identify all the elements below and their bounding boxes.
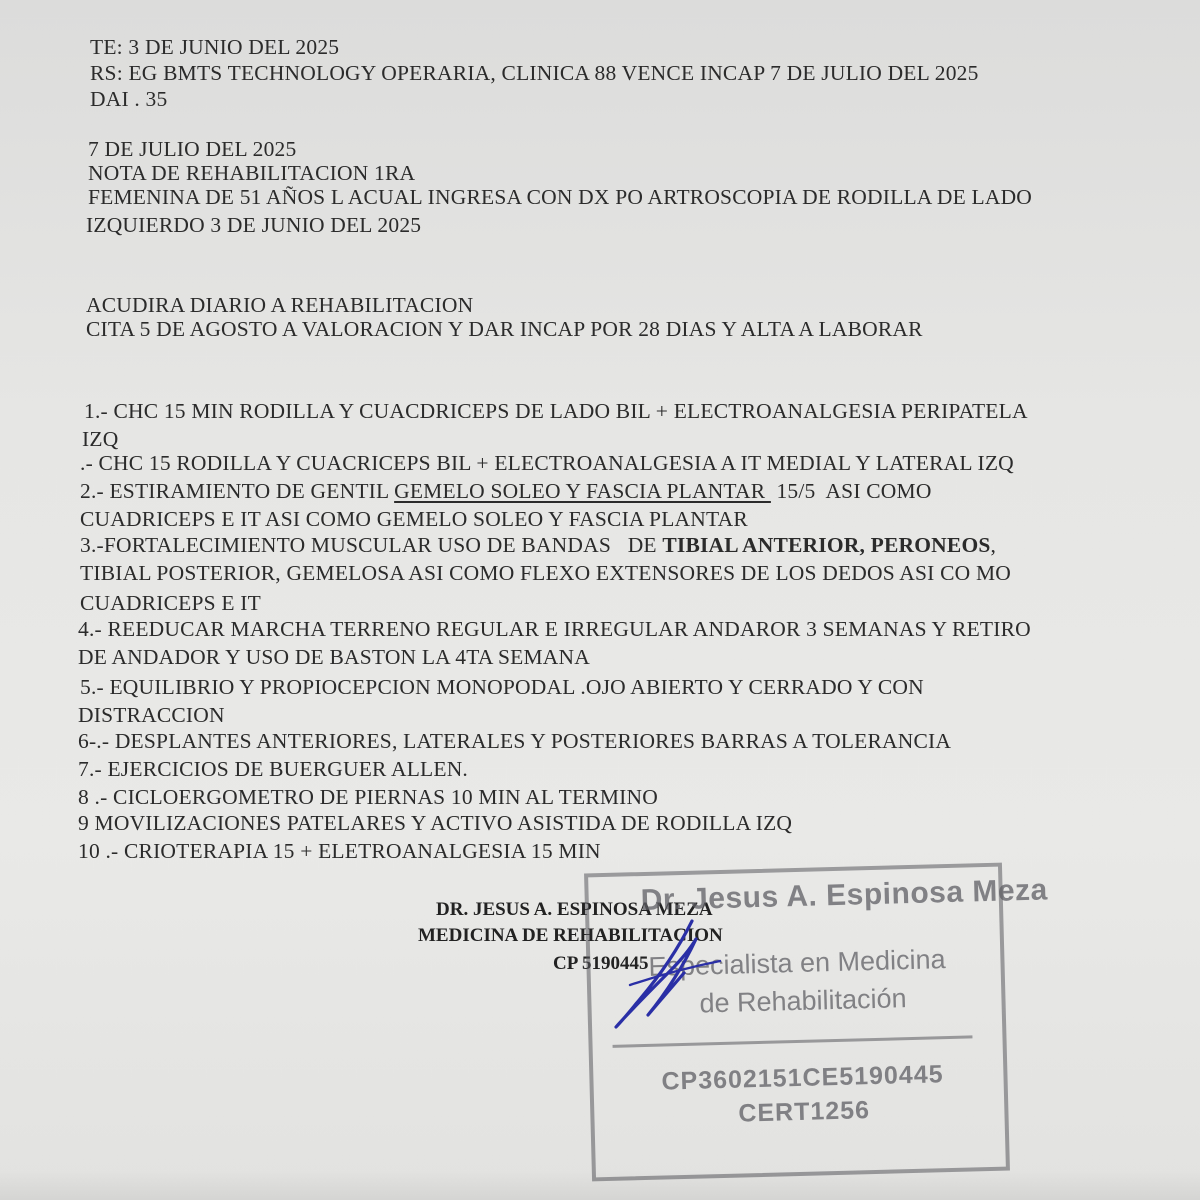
item-8: 8 .- CICLOERGOMETRO DE PIERNAS 10 MIN AL TERMINO	[78, 785, 658, 809]
item-2-text-post: 15/5 ASI COMO	[770, 479, 932, 503]
stamp-specialty-line-2: de Rehabilitación	[699, 983, 907, 1019]
header-te: TE: 3 DE JUNIO DEL 2025	[90, 35, 340, 59]
item-3-text-post: ,	[990, 533, 997, 557]
stamp-code: CP3602151CE5190445	[661, 1060, 944, 1096]
plan-line-2: CITA 5 DE AGOSTO A VALORACION Y DAR INCAP POR 28 DIAS Y ALTA A LABORAR	[86, 317, 923, 341]
item-5-line-a: 5.- EQUILIBRIO Y PROPIOCEPCION MONOPODAL .OJO ABIERTO Y CERRADO Y CON	[80, 675, 924, 699]
item-1-line-b: IZQ	[82, 427, 119, 451]
item-3-text-bold: TIBIAL ANTERIOR, PERONEOS	[662, 533, 991, 557]
item-1-line-c: .- CHC 15 RODILLA Y CUACRICEPS BIL + ELECTROANALGESIA A IT MEDIAL Y LATERAL IZQ	[80, 451, 1014, 475]
item-10: 10 .- CRIOTERAPIA 15 + ELETROANALGESIA 15 MIN	[78, 839, 601, 863]
signer-name: DR. JESUS A. ESPINOSA MEZA	[436, 899, 713, 920]
stamp-specialty-line-1: Especialista en Medicina	[648, 944, 946, 982]
item-3-line-c: CUADRICEPS E IT	[80, 591, 261, 615]
item-2-text-pre: 2.- ESTIRAMIENTO DE GENTIL	[80, 479, 395, 503]
item-5-line-b: DISTRACCION	[78, 703, 225, 727]
stamp-divider	[613, 1035, 973, 1047]
stamp-name: Dr. Jesus A. Espinosa Meza	[640, 873, 1049, 918]
page-bottom-shadow	[0, 1170, 1200, 1200]
item-2-line-b: CUADRICEPS E IT ASI COMO GEMELO SOLEO Y FASCIA PLANTAR	[80, 507, 748, 531]
item-3-line-b: TIBIAL POSTERIOR, GEMELOSA ASI COMO FLEXO EXTENSORES DE LOS DEDOS ASI CO MO	[80, 561, 1011, 585]
item-9: 9 MOVILIZACIONES PATELARES Y ACTIVO ASISTIDA DE RODILLA IZQ	[78, 811, 793, 835]
header-dai: DAI . 35	[90, 87, 168, 111]
item-7: 7.- EJERCICIOS DE BUERGUER ALLEN.	[78, 757, 469, 781]
signer-cp: CP 5190445	[553, 953, 649, 974]
note-history-1: FEMENINA DE 51 AÑOS L ACUAL INGRESA CON DX PO ARTROSCOPIA DE RODILLA DE LADO	[88, 185, 1033, 209]
note-title: NOTA DE REHABILITACION 1RA	[88, 161, 416, 185]
plan-line-1: ACUDIRA DIARIO A REHABILITACION	[86, 293, 474, 317]
item-1-line-a: 1.- CHC 15 MIN RODILLA Y CUACDRICEPS DE LADO BIL + ELECTROANALGESIA PERIPATELA	[84, 399, 1028, 423]
handwritten-signature-icon	[600, 915, 740, 1035]
item-6: 6-.- DESPLANTES ANTERIORES, LATERALES Y POSTERIORES BARRAS A TOLERANCIA	[78, 729, 952, 753]
note-date: 7 DE JULIO DEL 2025	[88, 137, 297, 161]
item-4-line-b: DE ANDADOR Y USO DE BASTON LA 4TA SEMANA	[78, 645, 590, 669]
item-2-line-a	[80, 478, 932, 504]
item-2-text-underlined: GEMELO SOLEO Y FASCIA PLANTAR	[394, 479, 771, 503]
note-history-2: IZQUIERDO 3 DE JUNIO DEL 2025	[86, 213, 422, 237]
header-rs: RS: EG BMTS TECHNOLOGY OPERARIA, CLINICA 88 VENCE INCAP 7 DE JULIO DEL 2025	[90, 61, 979, 85]
stamp-cert: CERT1256	[738, 1096, 871, 1128]
item-4-line-a: 4.- REEDUCAR MARCHA TERRENO REGULAR E IRREGULAR ANDAROR 3 SEMANAS Y RETIRO	[78, 617, 1031, 641]
item-3-text-pre: 3.-FORTALECIMIENTO MUSCULAR USO DE BANDAS DE	[80, 533, 663, 557]
signer-specialty: MEDICINA DE REHABILITACION	[418, 925, 723, 946]
item-3-line-a	[80, 532, 996, 558]
